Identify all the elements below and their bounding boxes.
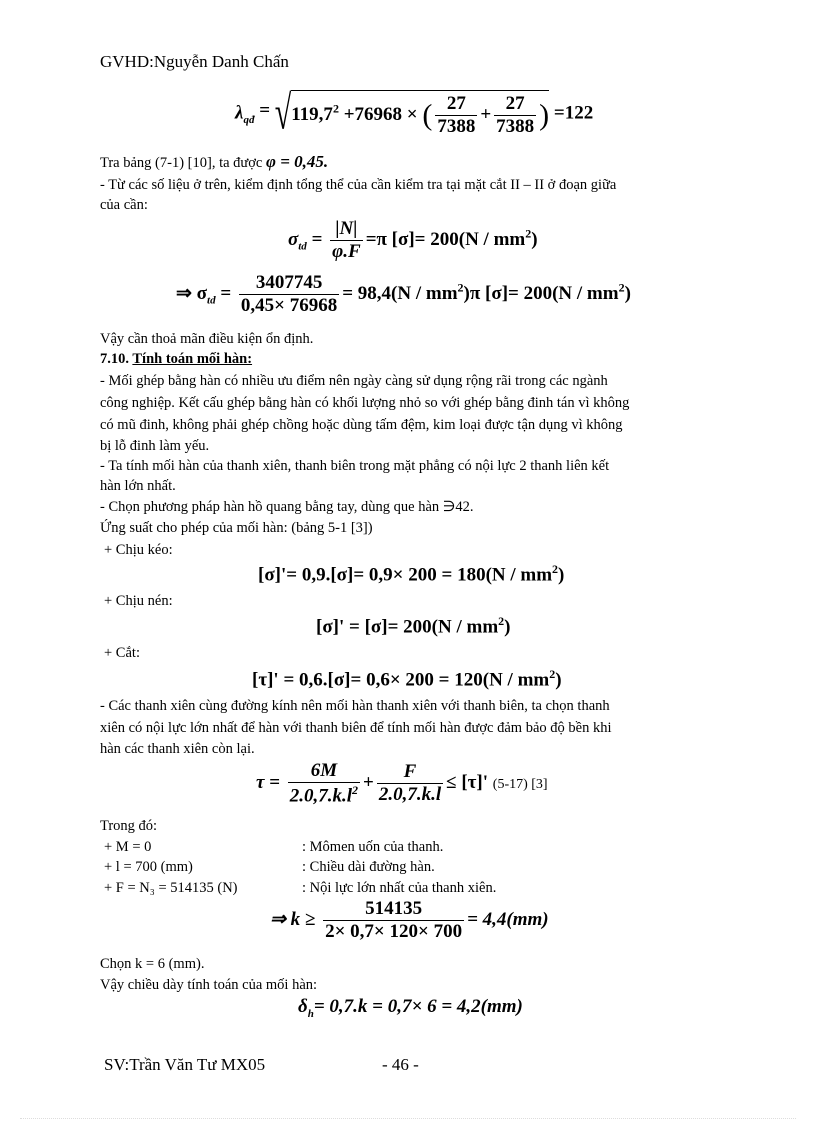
paragraph-diagonal-3: hàn các thanh xiên còn lại. (100, 741, 255, 757)
lambda-result: =122 (553, 102, 594, 124)
sigma-calculation: ⇒ $\sigma_{td}$ = $\frac{3407745}{0,45\times 76968}$ = $98,4(N / mm^2)\pi$ $[\sigma]= 200(N / mm^2)$ (176, 272, 631, 316)
lambda-subscript: qđ (243, 114, 255, 127)
paragraph-check-line2: của cần: (100, 197, 148, 213)
compression-formula: $[\sigma]' = [\sigma]= 200(N / mm^2)$ (316, 614, 511, 638)
paragraph-weld-scope-2: hàn lớn nhất. (100, 478, 176, 494)
paragraph-weld-advantages-1: - Mối ghép bằng hàn có nhiều ưu điểm nên ngày càng sử dụng rộng rãi trong các ngành (100, 373, 608, 389)
paragraph-weld-scope-1: - Ta tính mối hàn của thanh xiên, thanh biên trong mặt phẳng có nội lực 2 thanh liên kết (100, 458, 610, 474)
lambda-symbol: λ (235, 102, 244, 124)
label-shear: + Cắt: (104, 645, 140, 661)
sigma-formula: $\sigma_{td}$ = $\frac{|N|}{\varphi.F}$ =π $[\sigma]= 200(N / mm^2)$ (288, 218, 538, 262)
def-force-symbol: + F = N₃ = 514135 (N) (104, 880, 238, 896)
paragraph-weld-advantages-3: có mũ đinh, không phải ghép chồng hoặc dùng tấm đệm, kim loại được tận dụng vì không (100, 417, 623, 433)
phi-value: φ = 0,45. (266, 152, 329, 171)
lambda-radicand-a: 119,7 (291, 103, 333, 125)
shear-formula: $[\tau]' = 0,6.[\sigma]= 0,6\times 200 = 120(N / mm^2)$ (252, 667, 562, 691)
label-compression: + Chịu nén: (104, 593, 173, 609)
paragraph-diagonal-1: - Các thanh xiên cùng đường kính nên mối hàn thanh xiên với thanh biên, ta chọn thanh (100, 698, 610, 714)
section-title: Tính toán mối hàn: (132, 351, 253, 367)
section-number: 7.10. (100, 351, 129, 367)
footer-student: SV:Trần Văn Tư MX05 (104, 1055, 266, 1074)
delta-formula: $\delta_h= 0,7.k = 0,7\times 6 = 4,2(mm)$ (298, 996, 523, 1020)
def-moment-symbol: + M = 0 (104, 839, 152, 855)
def-force-desc: : Nội lực lớn nhất của thanh xiên. (302, 880, 497, 896)
paragraph-weld-advantages-4: bị lỗ đinh làm yếu. (100, 438, 210, 454)
paragraph-weld-thickness: Vậy chiều dày tính toán của mối hàn: (100, 977, 318, 993)
tension-formula: $[\sigma]'= 0,9.[\sigma]= 0,9\times 200 = 180(N / mm^2)$ (258, 562, 565, 586)
paragraph-stability-ok: Vậy cần thoả mãn điều kiện ổn định. (100, 331, 314, 347)
paragraph-allowable-stress: Ứng suất cho phép của mối hàn: (bảng 5-1 [3]) (100, 520, 373, 536)
paragraph-choose-k: Chọn k = 6 (mm). (100, 956, 205, 972)
paragraph-weld-method: - Chọn phương pháp hàn hồ quang bằng tay, dùng que hàn ∋42. (100, 499, 474, 515)
section-heading (100, 350, 252, 369)
page-bottom-border (20, 1118, 796, 1119)
def-length-symbol: + l = 700 (mm) (104, 859, 193, 875)
label-tension: + Chịu kéo: (104, 542, 173, 558)
label-where: Trong đó: (100, 818, 158, 834)
paragraph-diagonal-2: xiên có nội lực lớn nhất để hàn với thanh biên để tính mối hàn được đảm bảo độ bền khi (100, 720, 612, 736)
paragraph-check-line1: - Từ các số liệu ở trên, kiểm định tổng thể của cần kiểm tra tại mặt cắt II – II ở đoạn giữa (100, 177, 617, 193)
tau-formula: τ = $\frac{6M}{2.0,7.k.l^2}$ + $\frac{F}{2.0,7.k.l}$ ≤ [τ]' (5-17) [3] (256, 760, 548, 807)
def-length-desc: : Chiều dài đường hàn. (302, 859, 435, 875)
formula-reference: (5-17) [3] (492, 777, 548, 793)
lambda-radicand-b: +76968 × (343, 103, 418, 125)
k-formula: ⇒ k ≥ $\frac{514135}{2\times 0,7\times 120\times 700}$ = 4,4(mm) (270, 898, 549, 942)
paragraph-table-lookup: Tra bảng (7-1) [10], ta được φ = 0,45. (100, 152, 329, 171)
def-moment-desc: : Mômen uốn của thanh. (302, 839, 444, 855)
page-number: - 46 - (382, 1055, 419, 1074)
lambda-equation: $\lambda_{qđ} = √119,7^2 +76968$ × ( $\frac{27}{7388}$ + $\frac{27}{7388}$ ) =122 (235, 86, 594, 140)
paragraph-weld-advantages-2: công nghiệp. Kết cấu ghép bằng hàn có khối lượng nhỏ so với ghép bằng đinh tán vì không (100, 395, 630, 411)
page-header: GVHD:Nguyễn Danh Chấn (100, 52, 289, 71)
